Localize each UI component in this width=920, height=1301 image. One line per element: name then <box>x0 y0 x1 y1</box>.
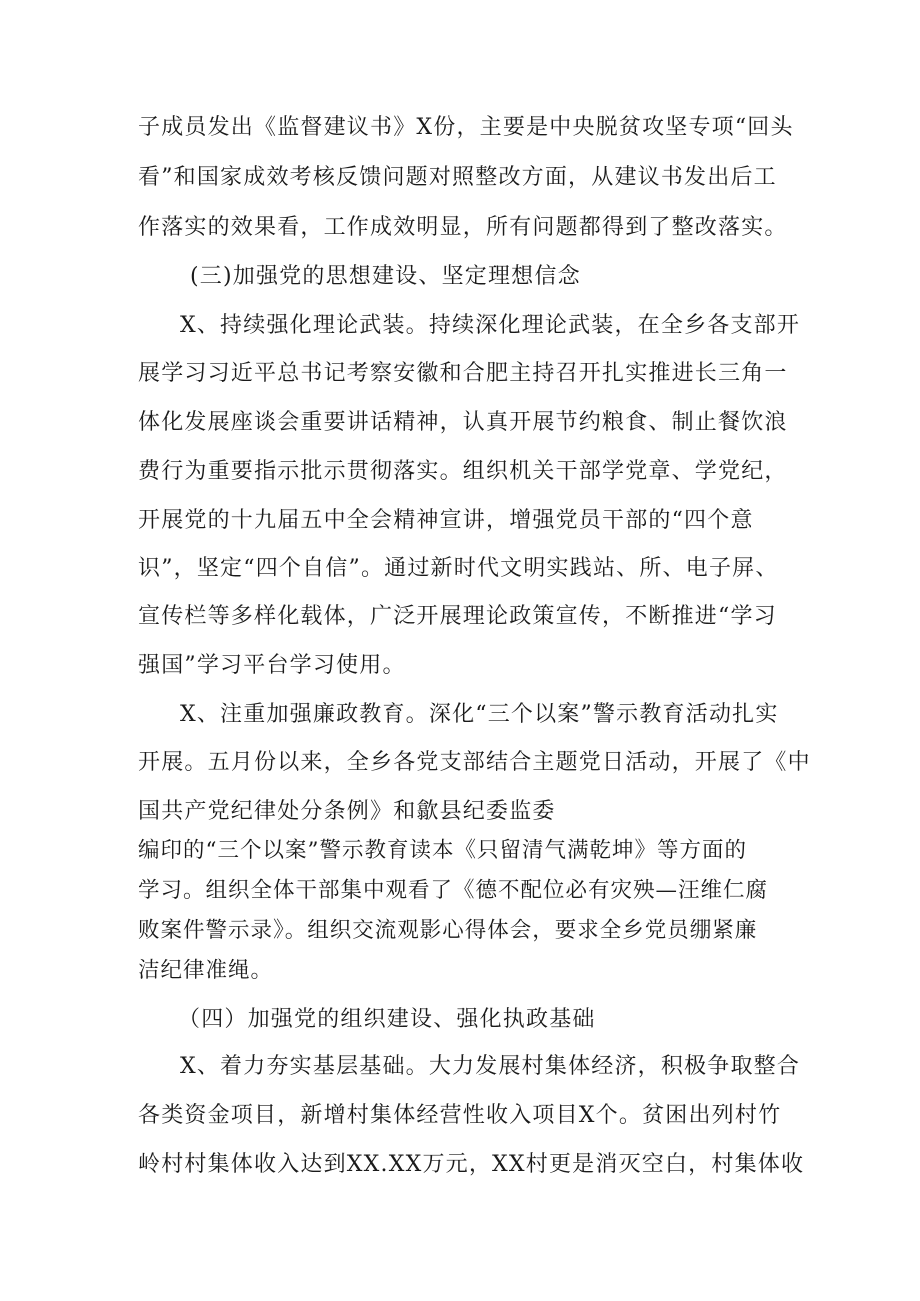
paragraph-line: 各类资金项目，新增村集体经营性收入项目X个。贫困出列村竹 <box>138 1103 782 1128</box>
paragraph-line: 洁纪律准绳。 <box>138 958 274 983</box>
paragraph-line: 费行为重要指示批示贯彻落实。组织机关干部学党章、学党纪， <box>138 459 788 484</box>
paragraph-line: 子成员发出《监督建议书》X份，主要是中央脱贫攻坚专项“回头 <box>138 115 794 140</box>
paragraph-line: 强国”学习平台学习使用。 <box>138 653 406 678</box>
paragraph-line: X、持续强化理论武装。持续深化理论武装，在全乡各支部开 <box>180 313 801 338</box>
paragraph-line: 岭村村集体收入达到XX.XX万元，XX村更是消灭空白，村集体收 <box>138 1152 805 1177</box>
paragraph-line: X、注重加强廉政教育。深化“三个以案”警示教育活动扎实 <box>180 702 779 727</box>
paragraph-line: 国共产党纪律处分条例》和歙县纪委监委 <box>138 799 556 824</box>
paragraph-line: 作落实的效果看，工作成效明显，所有问题都得到了整改落实。 <box>138 215 788 240</box>
paragraph-line: 开展。五月份以来，全乡各党支部结合主题党日活动，开展了《中 <box>138 750 811 775</box>
paragraph-line: 编印的“三个以案”警示教育读本《只留清气满乾坤》等方面的 <box>138 838 747 863</box>
paragraph-line: X、着力夯实基层基础。大力发展村集体经济，积极争取整合 <box>180 1054 801 1079</box>
paragraph-line: 体化发展座谈会重要讲话精神，认真开展节约粮食、制止餐饮浪 <box>138 410 788 435</box>
paragraph-line: 展学习习近平总书记考察安徽和合肥主持召开扎实推进长三角一 <box>138 361 788 386</box>
paragraph-line: 学习。组织全体干部集中观看了《德不配位必有灾殃—汪维仁腐 <box>138 878 769 903</box>
paragraph-line: 看”和国家成效考核反馈问题对照整改方面，从建议书发出后工 <box>138 165 777 190</box>
paragraph-line: 开展党的十九届五中全会精神宣讲，增强党员干部的“四个意 <box>138 508 754 533</box>
section-heading: （四）加强党的组织建设、强化执政基础 <box>178 1007 596 1032</box>
paragraph-line: 宣传栏等多样化载体，广泛开展理论政策宣传，不断推进“学习 <box>138 604 777 629</box>
paragraph-line: 识”，坚定“四个自信”。通过新时代文明实践站、所、电子屏、 <box>138 556 779 581</box>
paragraph-line: 败案件警示录》。组织交流观影心得体会，要求全乡党员绷紧廉 <box>138 918 758 943</box>
section-heading: (三)加强党的思想建设、坚定理想信念 <box>190 264 581 289</box>
